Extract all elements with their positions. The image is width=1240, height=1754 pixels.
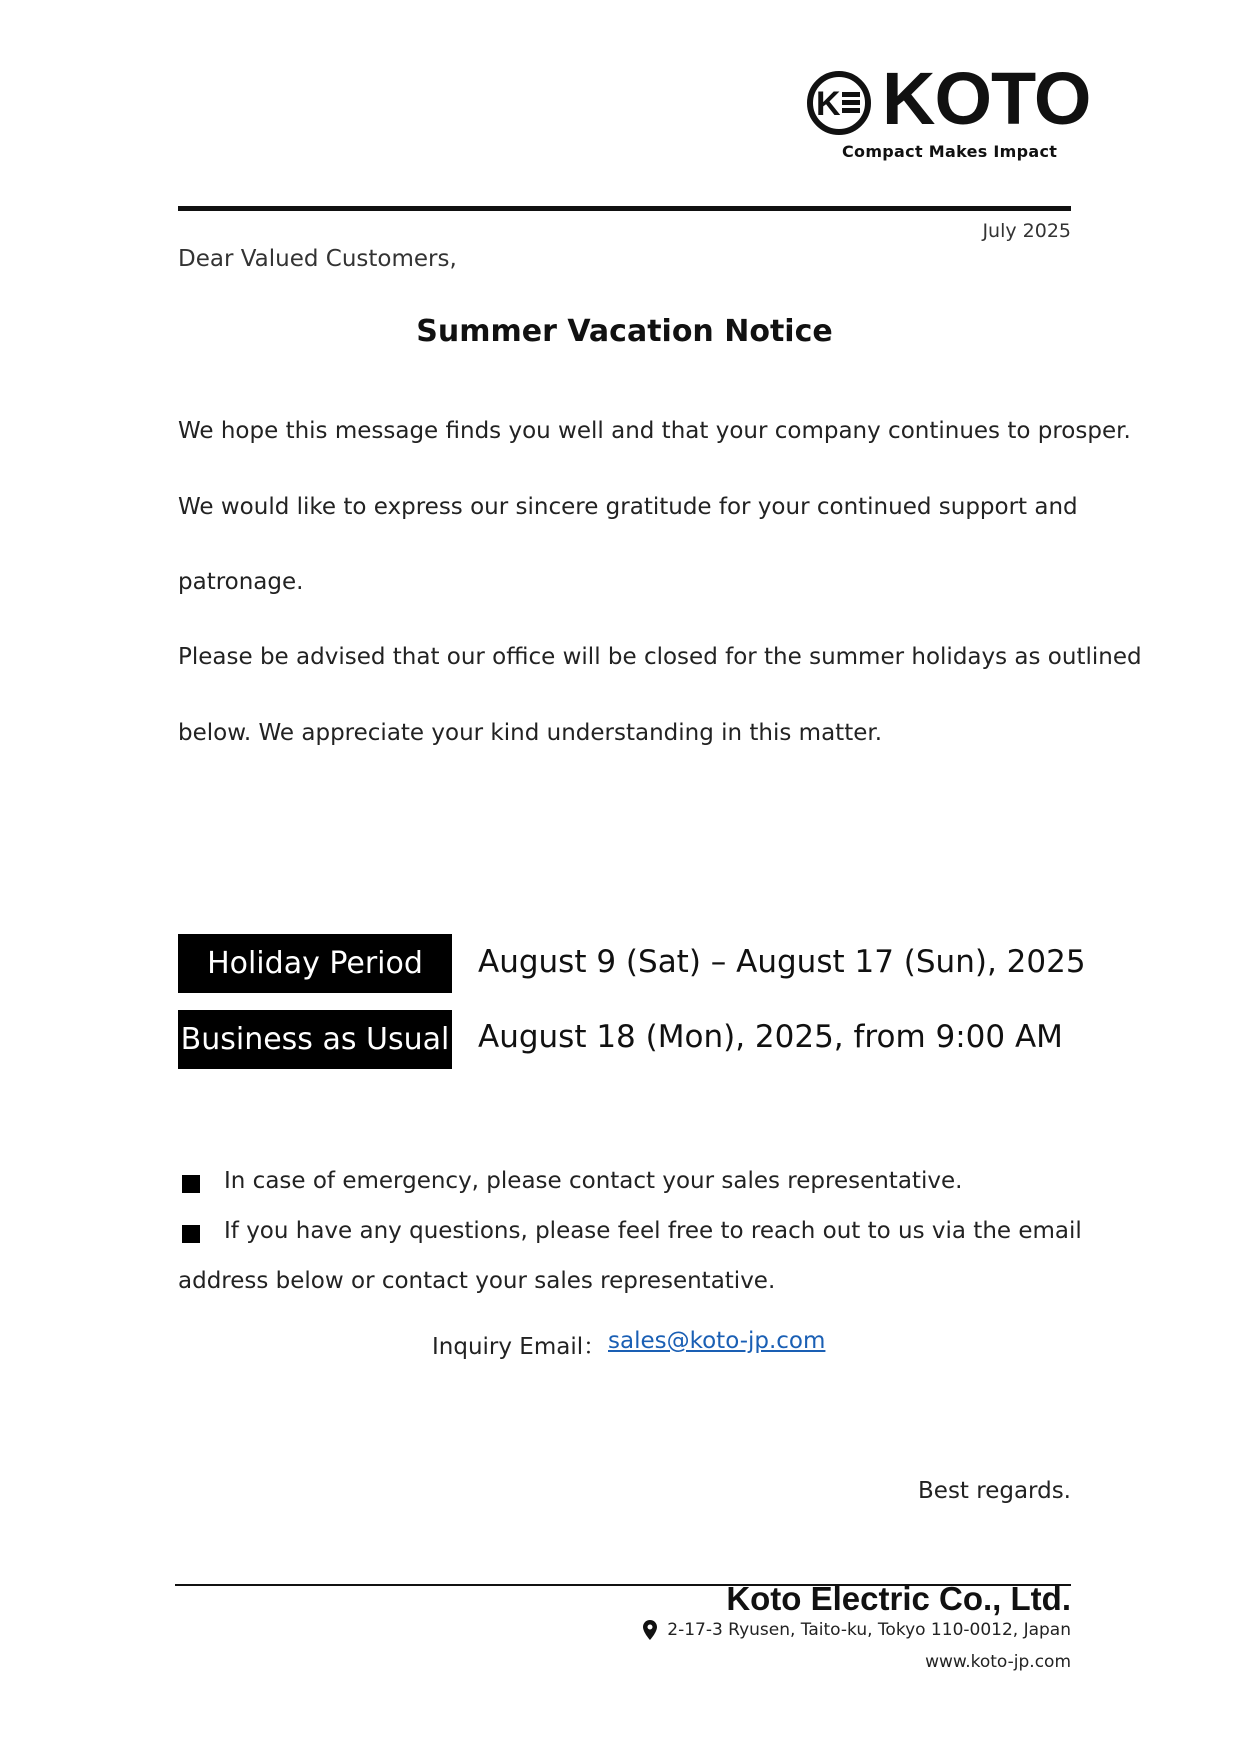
paragraph-line-4: Please be advised that our office will be closed for the summer holidays as outlined <box>178 644 1142 670</box>
holiday-period-value: August 9 (Sat) – August 17 (Sun), 2025 <box>478 944 1086 980</box>
holiday-period-label: Holiday Period <box>178 934 452 993</box>
notice-title: Summer Vacation Notice <box>416 314 833 349</box>
paragraph-line-2: We would like to express our sincere gratitude for your continued support and <box>178 494 1078 520</box>
paragraph-line-1: We hope this message finds you well and that your company continues to prosper. <box>178 418 1131 444</box>
bullet-square-icon <box>182 1175 200 1193</box>
location-pin-icon <box>643 1620 657 1640</box>
logo-mark-letter: K <box>816 85 841 123</box>
company-name: Koto Electric Co., Ltd. <box>726 1580 1071 1617</box>
inquiry-email-label: Inquiry Email： <box>432 1334 607 1360</box>
company-address: 2-17-3 Ryusen, Taito-ku, Tokyo 110-0012, Japan <box>667 1620 1071 1640</box>
logo-wordmark: KOTO <box>882 57 1091 140</box>
company-logo <box>806 57 1091 166</box>
bullet-square-icon <box>182 1225 200 1243</box>
paragraph-line-3: patronage. <box>178 569 304 595</box>
inquiry-email-link[interactable]: sales@koto-jp.com <box>608 1328 826 1354</box>
koto-logo-mark-icon <box>806 70 872 136</box>
logo-tagline: Compact Makes Impact <box>842 142 1058 161</box>
company-website: www.koto-jp.com <box>925 1652 1071 1672</box>
questions-note-line-1: If you have any questions, please feel free to reach out to us via the email <box>224 1218 1082 1244</box>
emergency-note: In case of emergency, please contact your sales representative. <box>224 1168 963 1194</box>
company-address-row <box>643 1620 1071 1640</box>
header-divider <box>178 206 1071 211</box>
questions-note-line-2: address below or contact your sales representative. <box>178 1268 776 1294</box>
business-as-usual-label: Business as Usual <box>178 1010 452 1069</box>
business-as-usual-value: August 18 (Mon), 2025, from 9:00 AM <box>478 1019 1063 1055</box>
salutation: Dear Valued Customers, <box>178 246 457 272</box>
paragraph-line-5: below. We appreciate your kind understanding in this matter. <box>178 720 883 746</box>
letter-date: July 2025 <box>982 220 1071 242</box>
closing: Best regards. <box>918 1478 1071 1504</box>
